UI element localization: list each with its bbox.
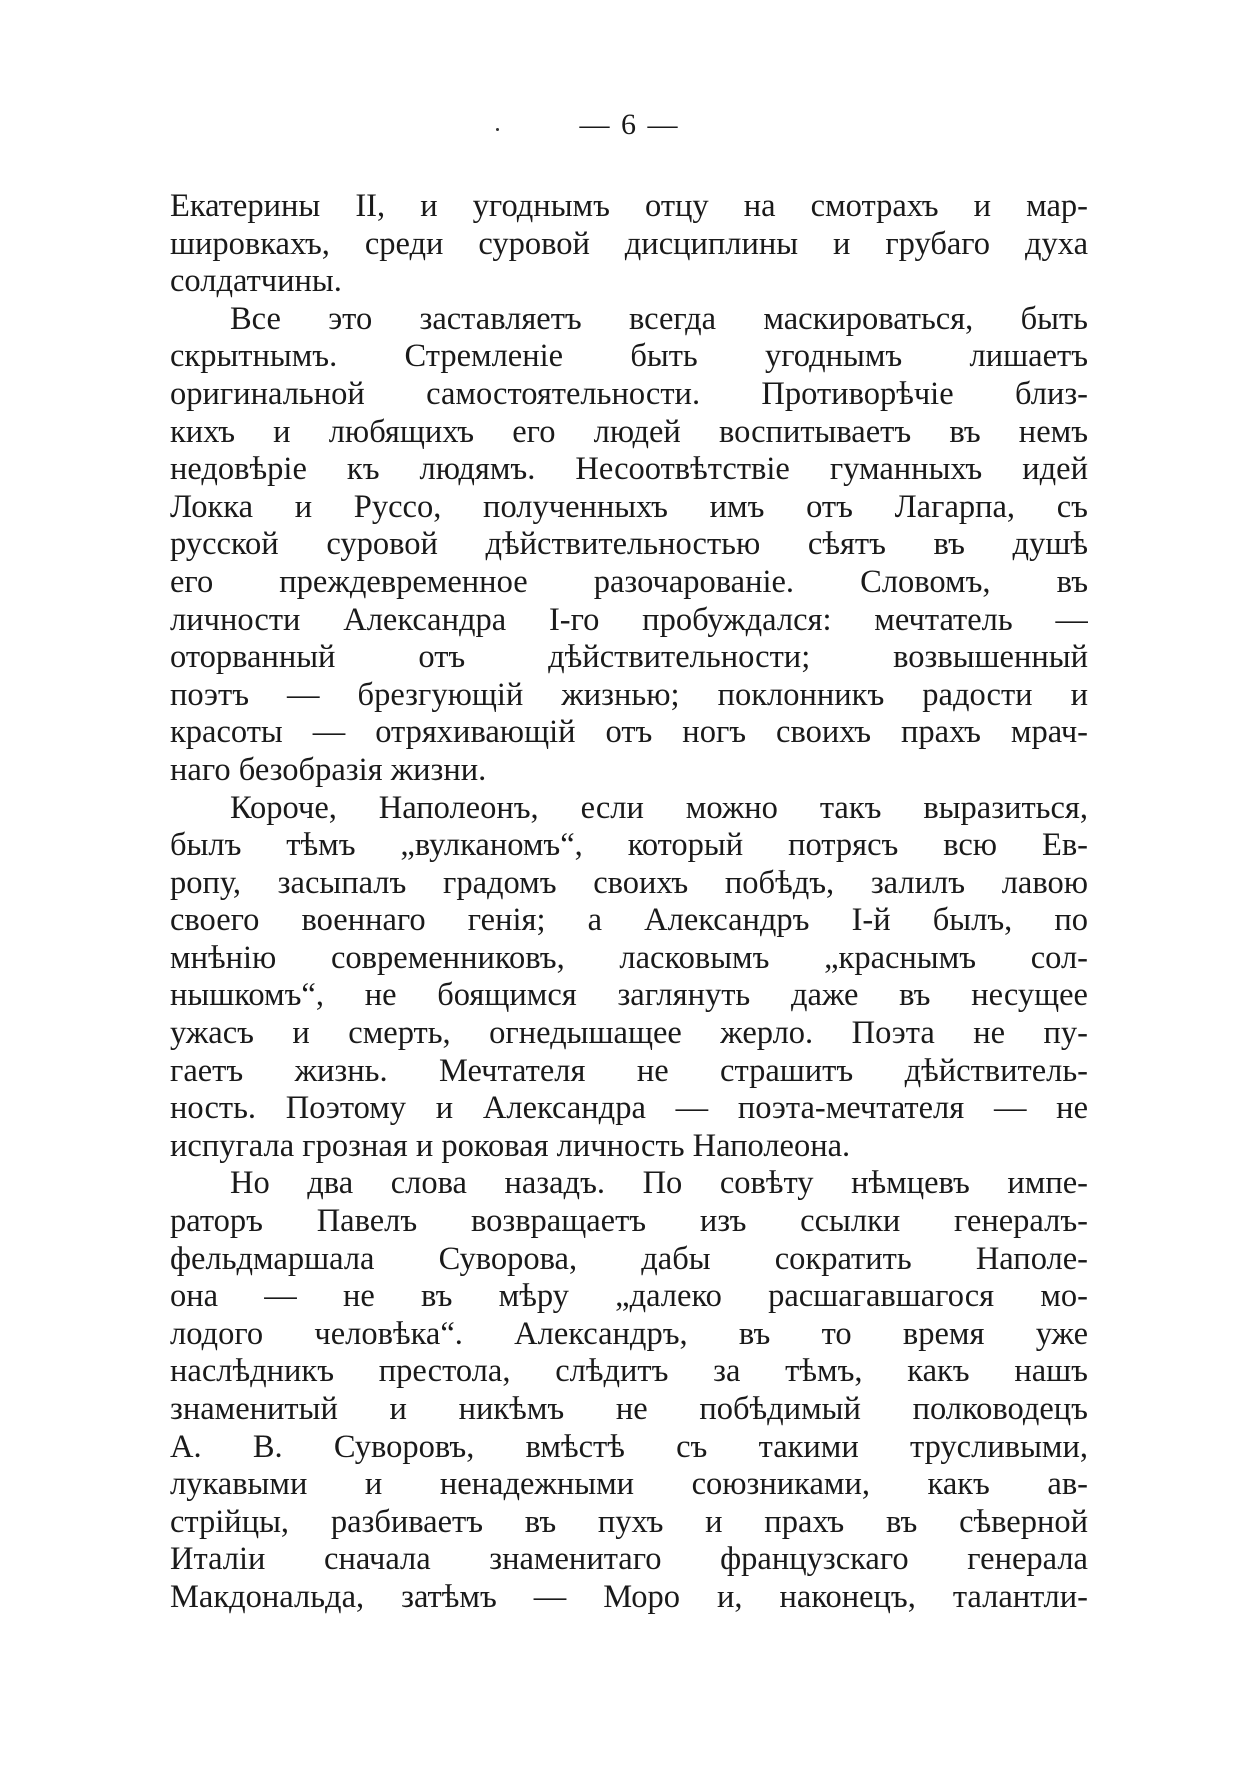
body-text: [170, 188, 1088, 1617]
text-line: оригинальной самостоятельности. Противорѣчіе близ-: [170, 375, 1088, 412]
text-line: Италіи сначала знаменитаго французскаго генерала: [170, 1541, 1088, 1578]
text-line: мнѣнію современниковъ, ласковымъ „краснымъ сол-: [170, 939, 1088, 976]
text-line: наслѣдникъ престола, слѣдитъ за тѣмъ, какъ нашъ: [170, 1353, 1088, 1390]
text-line: его преждевременное разочарованіе. Словомъ, въ: [170, 563, 1088, 600]
text-line: А. В. Суворовъ, вмѣстѣ съ такими трусливыми,: [170, 1428, 1088, 1465]
text-line: недовѣріе къ людямъ. Несоотвѣтствіе гуманныхъ идей: [170, 451, 1088, 488]
text-line: поэтъ — брезгующій жизнью; поклонникъ радости и: [170, 676, 1088, 713]
text-line: личности Александра І-го пробуждался: мечтатель —: [170, 601, 1088, 638]
page-number: — 6 —: [579, 108, 680, 141]
text-line: Короче, Наполеонъ, если можно такъ выразиться,: [230, 789, 1088, 826]
text-line: ропу, засыпалъ градомъ своихъ побѣдъ, залилъ лавою: [170, 864, 1088, 901]
text-line: лодого человѣка“. Александръ, въ то время уже: [170, 1315, 1088, 1352]
text-line: ность. Поэтому и Александра — поэта-мечтателя — не: [170, 1090, 1088, 1127]
text-line: Локка и Руссо, полученныхъ имъ отъ Лагарпа, съ: [170, 488, 1088, 525]
text-line: кихъ и любящихъ его людей воспитываетъ въ немъ: [170, 413, 1088, 450]
text-line: русской суровой дѣйствительностью сѣятъ въ душѣ: [170, 526, 1088, 563]
text-line: наго безобразія жизни.: [170, 751, 487, 788]
text-line: шировкахъ, среди суровой дисциплины и грубаго духа: [170, 225, 1088, 262]
text-line: былъ тѣмъ „вулканомъ“, который потрясъ всю Ев-: [170, 827, 1088, 864]
text-line: скрытнымъ. Стремленіе быть угоднымъ лишаетъ: [170, 338, 1088, 375]
text-line: нышкомъ“, не боящимся заглянуть даже въ несущее: [170, 977, 1088, 1014]
text-line: Екатерины II, и угоднымъ отцу на смотрахъ и мар-: [170, 188, 1088, 224]
text-line: своего военнаго генія; а Александръ І-й былъ, по: [170, 902, 1088, 939]
text-line: Но два слова назадъ. По совѣту нѣмцевъ импе-: [230, 1165, 1088, 1202]
text-line: солдатчины.: [170, 263, 342, 300]
text-line: раторъ Павелъ возвращаетъ изъ ссылки генералъ-: [170, 1203, 1088, 1240]
text-line: Макдональда, затѣмъ — Моро и, наконецъ, талантли-: [170, 1578, 1088, 1615]
text-line: она — не въ мѣру „далеко расшагавшагося мо-: [170, 1278, 1088, 1315]
text-line: знаменитый и никѣмъ не побѣдимый полководецъ: [170, 1391, 1088, 1427]
text-line: гаетъ жизнь. Мечтателя не страшитъ дѣйствитель-: [170, 1052, 1088, 1089]
text-line: оторванный отъ дѣйствительности; возвышенный: [170, 639, 1088, 676]
text-line: стрійцы, разбиваетъ въ пухъ и прахъ въ сѣверной: [170, 1503, 1088, 1540]
text-line: Все это заставляетъ всегда маскироваться, быть: [230, 300, 1088, 337]
text-line: красоты — отряхивающій отъ ногъ своихъ прахъ мрач-: [170, 714, 1088, 751]
text-line: фельдмаршала Суворова, дабы сократить Наполе-: [170, 1240, 1088, 1277]
text-line: испугала грозная и роковая личность Наполеона.: [170, 1127, 851, 1164]
text-line: лукавыми и ненадежными союзниками, какъ ав-: [170, 1466, 1088, 1503]
text-line: ужасъ и смерть, огнедышащее жерло. Поэта не пу-: [170, 1015, 1088, 1052]
